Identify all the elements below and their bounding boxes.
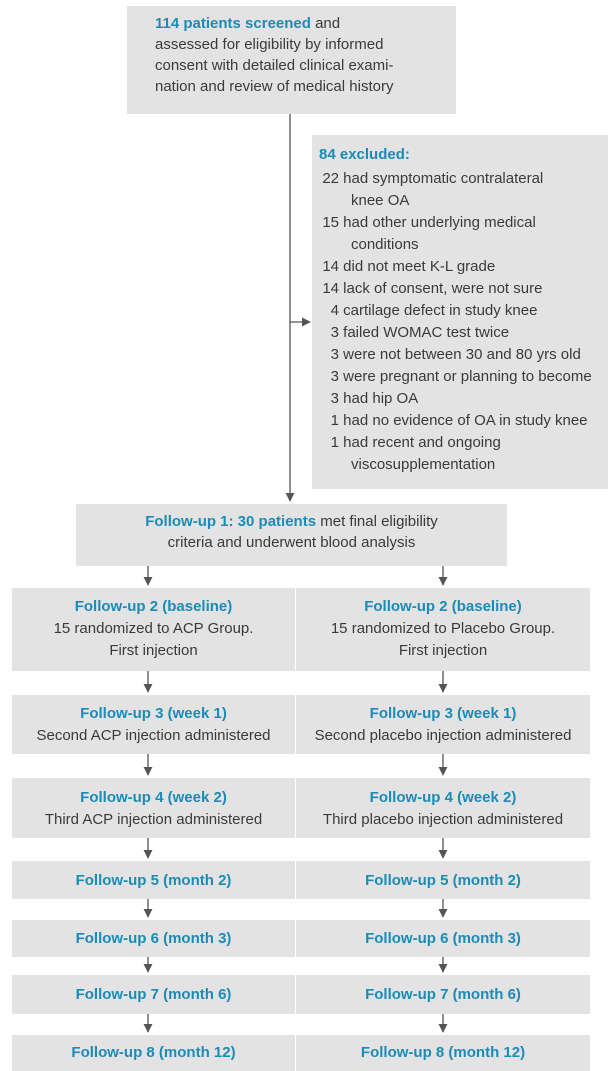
- screening-line4: nation and review of medical history: [155, 78, 394, 95]
- left-fu7-head: Follow-up 7 (month 6): [75, 986, 232, 1003]
- screening-line1-rest: and: [310, 15, 341, 32]
- left-fu5-box: [12, 861, 295, 899]
- right-fu2-box: [296, 588, 590, 671]
- left-fu3-line1: Second ACP injection administered: [36, 727, 271, 744]
- screening-line3: consent with detailed clinical exami-: [155, 57, 394, 74]
- excluded-item: [319, 432, 608, 454]
- excluded-item-text: cartilage defect in study knee: [343, 302, 538, 319]
- excluded-item: [319, 212, 608, 234]
- excluded-item-count: 1: [330, 434, 339, 451]
- excluded-list: [319, 168, 608, 476]
- screening-line2: assessed for eligibility by informed: [155, 36, 384, 53]
- excluded-item-count: 3: [330, 346, 339, 363]
- left-fu2-head: Follow-up 2 (baseline): [74, 598, 233, 615]
- excluded-item-text: had symptomatic contralateral: [343, 170, 544, 187]
- right-fu2-line2: First injection: [398, 642, 488, 659]
- followup1-line1: [76, 511, 507, 532]
- followup1-line2: criteria and underwent blood analysis: [167, 534, 416, 551]
- excluded-item-count: 4: [330, 302, 339, 319]
- excluded-item-count: 14: [322, 258, 339, 275]
- left-fu5-head: Follow-up 5 (month 2): [75, 872, 232, 889]
- followup1-head: Follow-up 1: 30 patients: [145, 513, 317, 530]
- excluded-item-continuation: conditions: [351, 236, 419, 253]
- left-fu6-head: Follow-up 6 (month 3): [75, 930, 232, 947]
- excluded-item: [319, 344, 608, 366]
- excluded-item-count: 1: [330, 412, 339, 429]
- left-fu4-head: Follow-up 4 (week 2): [80, 789, 227, 806]
- left-fu3-box: [12, 695, 295, 754]
- right-fu6-box: [296, 920, 590, 957]
- excluded-item-text: lack of consent, were not sure: [343, 280, 543, 297]
- left-fu8-head: Follow-up 8 (month 12): [71, 1044, 236, 1061]
- excluded-item-text: were not between 30 and 80 yrs old: [343, 346, 581, 363]
- excluded-item-count: 3: [330, 324, 339, 341]
- left-fu3-head: Follow-up 3 (week 1): [80, 705, 227, 722]
- right-fu3-head: Follow-up 3 (week 1): [369, 705, 517, 722]
- right-fu7-head: Follow-up 7 (month 6): [365, 986, 521, 1003]
- excluded-item-continuation: knee OA: [351, 192, 410, 209]
- excluded-item-text: had hip OA: [343, 390, 419, 407]
- left-fu8-box: [12, 1035, 295, 1071]
- right-fu8-box: [296, 1035, 590, 1071]
- excluded-item: [319, 278, 608, 300]
- excluded-item: [319, 300, 608, 322]
- left-fu2-line2: First injection: [109, 642, 198, 659]
- right-fu7-box: [296, 975, 590, 1014]
- left-fu2-line1: 15 randomized to ACP Group.: [53, 620, 254, 637]
- excluded-item-continuation: viscosupplementation: [351, 456, 496, 473]
- right-fu5-head: Follow-up 5 (month 2): [365, 872, 521, 889]
- right-fu4-head: Follow-up 4 (week 2): [369, 789, 517, 806]
- excluded-item-text: failed WOMAC test twice: [343, 324, 510, 341]
- right-fu3-line1: Second placebo injection administered: [314, 727, 572, 744]
- excluded-title: 84 excluded:: [319, 146, 410, 163]
- right-fu2-line1: 15 randomized to Placebo Group.: [330, 620, 556, 637]
- left-fu2-box: [12, 588, 295, 671]
- excluded-item-count: 3: [330, 368, 339, 385]
- excluded-item: [319, 168, 608, 190]
- excluded-item: [319, 410, 608, 432]
- left-fu4-box: [12, 778, 295, 838]
- excluded-item: [319, 388, 608, 410]
- followup1-rest: met final eligibility: [316, 513, 438, 530]
- right-fu2-head: Follow-up 2 (baseline): [364, 598, 522, 615]
- screening-box: [127, 6, 456, 114]
- right-fu4-line1: Third placebo injection administered: [322, 811, 564, 828]
- excluded-item-count: 22: [322, 170, 339, 187]
- excluded-item: [319, 366, 608, 388]
- screening-line1: [155, 13, 446, 34]
- excluded-item-count: 14: [322, 280, 339, 297]
- excluded-item-count: 3: [330, 390, 339, 407]
- right-fu3-box: [296, 695, 590, 754]
- left-fu7-box: [12, 975, 295, 1014]
- followup1-box: [76, 504, 507, 566]
- right-fu5-box: [296, 861, 590, 899]
- excluded-item-count: 15: [322, 214, 339, 231]
- right-fu8-head: Follow-up 8 (month 12): [360, 1044, 526, 1061]
- excluded-item: [319, 322, 608, 344]
- excluded-item-text: had no evidence of OA in study knee: [343, 412, 588, 429]
- screening-count: 114 patients screened: [155, 15, 311, 32]
- excluded-item: [319, 256, 608, 278]
- excluded-box: [312, 135, 608, 489]
- right-fu4-box: [296, 778, 590, 838]
- right-fu6-head: Follow-up 6 (month 3): [365, 930, 521, 947]
- left-fu6-box: [12, 920, 295, 957]
- left-fu4-line1: Third ACP injection administered: [44, 811, 263, 828]
- excluded-item-text: did not meet K-L grade: [343, 258, 496, 275]
- excluded-item-text: were pregnant or planning to become: [343, 368, 592, 385]
- excluded-item-text: had recent and ongoing: [343, 434, 501, 451]
- excluded-item-text: had other underlying medical: [343, 214, 536, 231]
